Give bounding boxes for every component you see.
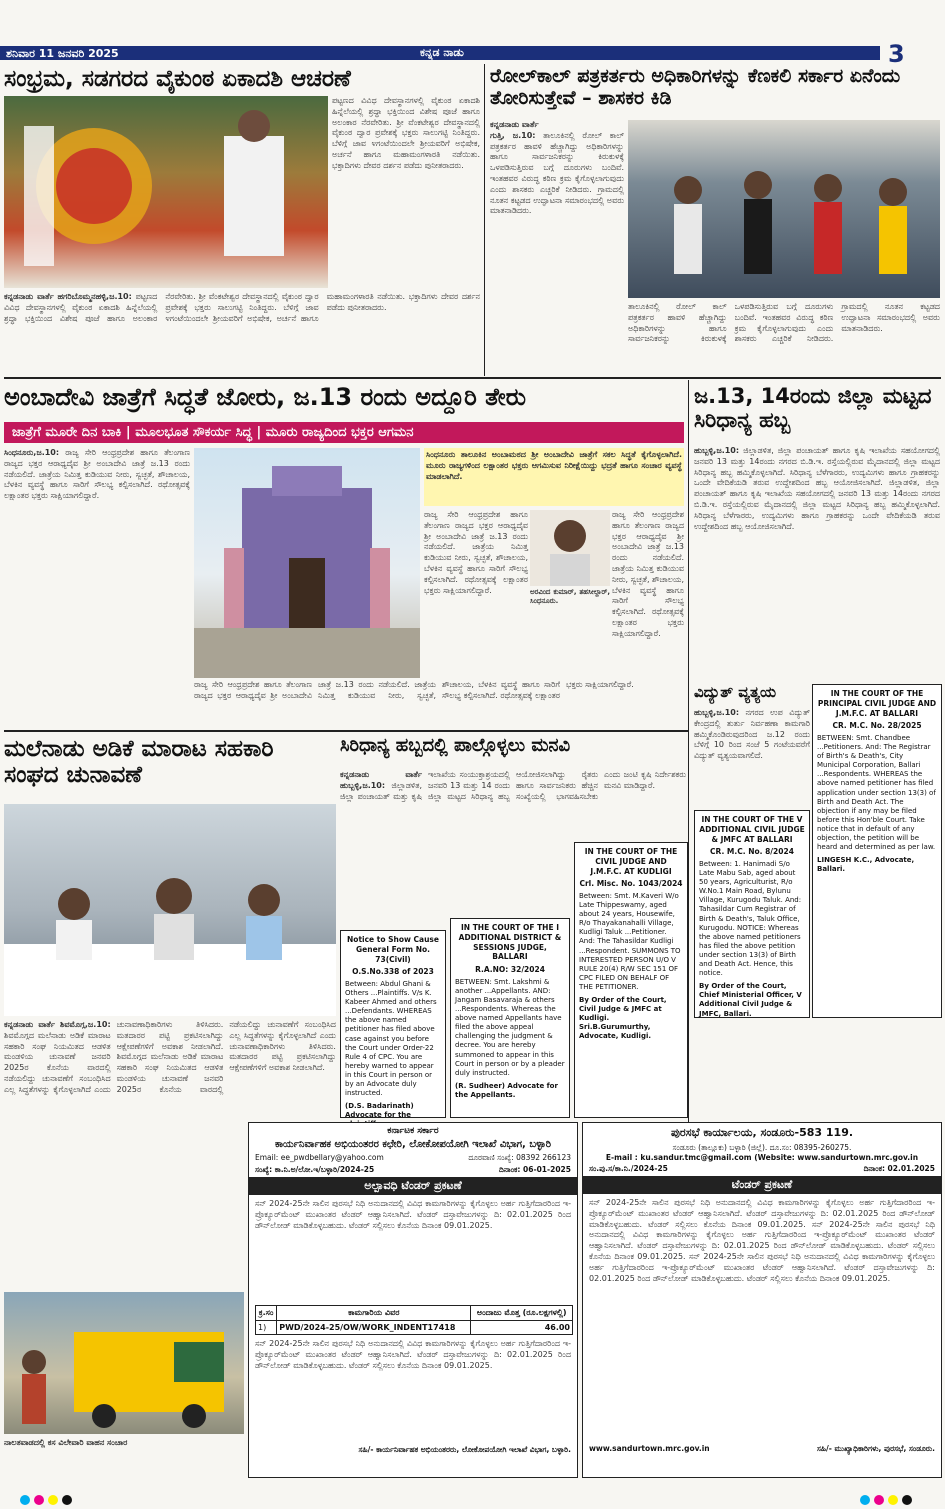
table-cell: PWD/2024-25/OW/WORK_INDENT17418 xyxy=(277,1321,471,1335)
pwd-tender-notice xyxy=(248,1122,578,1478)
vidyut-dateline: ಹುಬ್ಬಳ್ಳಿ,ಜ.10: xyxy=(694,708,740,717)
sandur-ref: ಸಂ.ಪು.ಸ/ಕಾ.ನಿ./2024-25 xyxy=(589,1164,668,1173)
table-header-cell: ಕಾಮಗಾರಿಯ ವಿವರ xyxy=(277,1306,471,1321)
vehicle-photo xyxy=(4,1292,244,1434)
malenadu-body: ಶಿವಮೊಗ್ಗದ ಮಲೆನಾಡು ಅಡಿಕೆ ಮಾರಾಟ ಸಹಕಾರಿ ಸಂಘ ನಿಯಮಿತದ ಆಡಳಿತ ಮಂಡಳಿಯ ಚುನಾವಣೆ ಜನವರಿ 2025ರ ಕೊನೆಯ ವಾರದಲ್ಲಿ ನಡೆಯಲಿದ್ದು ಚುನಾವಣೆಗೆ ಸಂಬಂಧಿಸಿದ ಎಲ್ಲ ಸಿದ್ಧತೆಗಳನ್ನು ಕೈಗೊಳ್ಳಲಾಗಿದೆ ಎಂದು ಚುನಾವಣಾಧಿಕಾರಿಗಳು ತಿಳಿಸಿದರು. ಮತದಾರರ ಪಟ್ಟಿ ಪ್ರಕಟಿಸಲಾಗಿದ್ದು ಆಕ್ಷೇಪಣೆಗಳಿಗೆ ಅವಕಾಶ ನೀಡಲಾಗಿದೆ. xyxy=(4,1020,224,1094)
siridhanya-body-cont: ಜಿಲ್ಲಾಡಳಿತ, ಜಿಲ್ಲಾ ಪಂಚಾಯತ್ ಹಾಗೂ ಕೃಷಿ ಇಲಾಖೆಯ ಸಹಯೋಗದಲ್ಲಿ ಜನವರಿ 13 ಮತ್ತು 14ರಂದು ನಗರದ ಬಿ.ಡಿ.ಇ. ರಸ್ತೆಯಲ್ಲಿರುವ ಮೈದಾನದಲ್ಲಿ ಜಿಲ್ಲಾ ಮಟ್ಟದ ಸಿರಿಧಾನ್ಯ ಹಬ್ಬ ಹಮ್ಮಿಕೊಳ್ಳಲಾಗಿದೆ. ಸಿರಿಧಾನ್ಯ ಬೆಳೆಗಾರರು, ಉದ್ಯಮಿಗಳು ಹಾಗೂ ಗ್ರಾಹಕರನ್ನು ಒಂದೇ ವೇದಿಕೆಯಡಿ ತರುವ ಉದ್ದೇಶದಿಂದ ಹಬ್ಬ ಆಯೋಜಿಸಲಾಗಿದೆ. xyxy=(694,478,940,531)
ambadevi-temple-photo xyxy=(194,448,420,678)
rollcall-headline: ರೋಲ್‌ಕಾಲ್ ಪತ್ರಕರ್ತರು ಅಧಿಕಾರಿಗಳನ್ನು ಕೆಣಕಲಿ ಸರ್ಕಾರ ಏನೆಂದು ತೋರಿಸುತ್ತೇವೆ – ಶಾಸಕರ ಕಿಡಿ xyxy=(490,65,901,109)
vaikunta-body-cont: ಪಟ್ಟಣದ ವಿವಿಧ ದೇವಸ್ಥಾನಗಳಲ್ಲಿ ವೈಕುಂಠ ಏಕಾದಶಿ ಹಿನ್ನೆಲೆಯಲ್ಲಿ ಶ್ರದ್ಧಾ ಭಕ್ತಿಯಿಂದ ವಿಶೇಷ ಪೂಜೆ ಹಾಗೂ ಅಲಂಕಾರ ನೆರವೇರಿತು. ಶ್ರೀ ವೆಂಕಟೇಶ್ವರ ದೇವಸ್ಥಾನದಲ್ಲಿ ವೈಕುಂಠ ದ್ವಾರ ಪ್ರವೇಶಕ್ಕೆ ಭಕ್ತರು ಸಾಲುಗಟ್ಟಿ ನಿಂತಿದ್ದರು. ಬೆಳಿಗ್ಗೆ ಜಾವ ೪ಗಂಟೆಯಿಂದಲೇ ಶ್ರೀಯವರಿಗೆ ಅಭಿಷೇಕ, ಅರ್ಚನೆ ಹಾಗೂ ಮಹಾಮಂಗಳಾರತಿ ನಡೆಯಿತು. ಭಕ್ತಾದಿಗಳು ದೇವರ ದರ್ಶನ ಪಡೆದು ಪುನೀತರಾದರು. xyxy=(4,292,480,323)
siridhanya-body: ಜಿಲ್ಲಾಡಳಿತ, ಜಿಲ್ಲಾ ಪಂಚಾಯತ್ ಹಾಗೂ ಕೃಷಿ ಇಲಾಖೆಯ ಸಹಯೋಗದಲ್ಲಿ ಜನವರಿ 13 ಮತ್ತು 14ರಂದು ನಗರದ ಬಿ.ಡಿ.ಇ. ರಸ್ತೆಯಲ್ಲಿರುವ ಮೈದಾನದಲ್ಲಿ ಜಿಲ್ಲಾ ಮಟ್ಟದ ಸಿರಿಧಾನ್ಯ ಹಬ್ಬ ಹಮ್ಮಿಕೊಳ್ಳಲಾಗಿದೆ. ಸಿರಿಧಾನ್ಯ ಬೆಳೆಗಾರರು, ಉದ್ಯಮಿಗಳು ಹಾಗೂ ಗ್ರಾಹಕರನ್ನು ಒಂದೇ ವೇದಿಕೆಯಡಿ ತರುವ ಉದ್ದೇಶದಿಂದ ಹಬ್ಬ ಆಯೋಜಿಸಲಾಗಿದೆ. xyxy=(694,446,940,488)
pwd-ref-date: ದಿನಾಂಕ: 06-01-2025 xyxy=(499,1165,571,1174)
tahsildar-caption: ಅರವಿಂದ ಕುಮಾರ್, ತಹಸೀಲ್ದಾರ್, ಸಿಂಧನೂರು. xyxy=(530,588,610,606)
vaikunta-headline: ಸಂಭ್ರಮ, ಸಡಗರದ ವೈಕುಂಠ ಏಕಾದಶಿ ಆಚರಣೆ xyxy=(4,66,351,92)
pwd-tender-terms-text: ಸನ್ 2024-25ನೇ ಸಾಲಿನ ಪುರಸಭೆ ನಿಧಿ ಅನುದಾನದಲ್ಲಿ ವಿವಿಧ ಕಾಮಗಾರಿಗಳನ್ನು ಕೈಗೊಳ್ಳಲು ಅರ್ಹ ಗುತ್ತಿಗೆದಾರರಿಂದ ಇ-ಪ್ರೊಕ್ಯೂರ್‌ಮೆಂಟ್ ಮುಖಾಂತರ ಟೆಂಡರ್ ಆಹ್ವಾನಿಸಲಾಗಿದೆ. ಟೆಂಡರ್ ದಸ್ತಾವೇಜುಗಳನ್ನು ದಿ: 02.01.2025 ರಿಂದ ಡೌನ್‌ಲೋಡ್ ಮಾಡಿಕೊಳ್ಳಬಹುದು. ಟೆಂಡರ್ ಸಲ್ಲಿಸಲು ಕೊನೆಯ ದಿನಾಂಕ 09.01.2025. xyxy=(255,1339,571,1370)
legal-notice-show-cause xyxy=(340,930,446,1118)
ambadevi-dateline: ಸಿಂಧನೂರು,ಜ.10: xyxy=(4,448,60,457)
pwd-ref: ಸಂಖ್ಯೆ: ಕಾ.ನಿ.ಅ/ಲೋ.ಇ/ಬಳ್ಳಾರಿ/2024-25 xyxy=(255,1165,375,1174)
ambadevi-banner: ಜಾತ್ರೆಗೆ ಮೂರೇ ದಿನ ಬಾಕಿ | ಮೂಲಭೂತ ಸೌಕರ್ಯ ಸಿದ್ಧ | ಮೂರು ರಾಜ್ಯದಿಂದ ಭಕ್ತರ ಆಗಮನ xyxy=(4,422,684,443)
section-divider xyxy=(4,377,941,379)
sandur-ref-date: ದಿನಾಂಕ: 02.01.2025 xyxy=(863,1164,935,1173)
cyan-dot-icon xyxy=(20,1495,30,1505)
pwd-tender-body-text: ಸನ್ 2024-25ನೇ ಸಾಲಿನ ಪುರಸಭೆ ನಿಧಿ ಅನುದಾನದಲ್ಲಿ ವಿವಿಧ ಕಾಮಗಾರಿಗಳನ್ನು ಕೈಗೊಳ್ಳಲು ಅರ್ಹ ಗುತ್ತಿಗೆದಾರರಿಂದ ಇ-ಪ್ರೊಕ್ಯೂರ್‌ಮೆಂಟ್ ಮುಖಾಂತರ ಟೆಂಡರ್ ಆಹ್ವಾನಿಸಲಾಗಿದೆ. ಟೆಂಡರ್ ದಸ್ತಾವೇಜುಗಳನ್ನು ದಿ: 02.01.2025 ರಿಂದ ಡೌನ್‌ಲೋಡ್ ಮಾಡಿಕೊಳ್ಳಬಹುದು. ಟೆಂಡರ್ ಸಲ್ಲಿಸಲು ಕೊನೆಯ ದಿನಾಂಕ 09.01.2025. xyxy=(255,1199,571,1230)
ambadevi-highlight: ಸಿಂಧನೂರು ತಾಲೂಕಿನ ಅಂಬಾಮಠದ ಶ್ರೀ ಅಂಬಾದೇವಿ ಜಾತ್ರೆಗೆ ಸಕಲ ಸಿದ್ಧತೆ ಕೈಗೊಳ್ಳಲಾಗಿದೆ. ಮೂರು ರಾಜ್ಯಗಳಿಂದ ಲಕ್ಷಾಂತರ ಭಕ್ತರು ಆಗಮಿಸುವ ನಿರೀಕ್ಷೆಯಿದ್ದು ಭದ್ರತೆ ಹಾಗೂ ಸಂಚಾರ ವ್ಯವಸ್ಥೆ ಮಾಡಲಾಗಿದೆ. xyxy=(424,448,684,506)
legal-notice-principal-civil-judge xyxy=(812,684,942,1018)
malenadu-dateline: ಶಿವಮೊಗ್ಗ,ಜ.10: xyxy=(60,1020,111,1029)
legal-notice-kudligi xyxy=(574,842,688,1118)
vidyut-text xyxy=(694,708,810,808)
vehicle-photo-art xyxy=(4,1292,244,1434)
notice-body: BETWEEN: Smt. Chandbee ...Petitioners. And: The Registrar of Birth's & Death's, City Municipal Corporation, Ballari ...Respondents. WHEREAS the above named petitioner has filed application under section 13(3) of Birth and Death Act. The objection if any may be filed before this Hon'ble Court. Take notice that in default of any objection, the petition will be heard and determined as per law. xyxy=(817,734,936,852)
notice-case: O.S.No.338 of 2023 xyxy=(352,967,434,977)
notice-body: Between: Abdul Ghani & Others ...Plaintiffs. V/s K. Kabeer Ahmed and others ...Defendants. WHEREAS the above named petitioner has filed above case against you before the Court under Order-22 Rule 4 of CPC. You are hereby warned to appear in this Court in person or by an Advocate duly instructed. xyxy=(345,980,437,1098)
sandur-footer xyxy=(583,1444,941,1454)
tahsildar-photo xyxy=(530,510,610,586)
pwd-email: Email: ee_pwdbellary@yahoo.com xyxy=(255,1153,384,1162)
pwd-ref-row xyxy=(249,1163,577,1177)
page-number: 3 xyxy=(888,40,905,68)
pwd-footer: ಸಹಿ/- ಕಾರ್ಯನಿರ್ವಾಹಕ ಅಭಿಯಂತರರು, ಲೋಕೋಪಯೋಗಿ ಇಲಾಖೆ ವಿಭಾಗ, ಬಳ್ಳಾರಿ. xyxy=(358,1445,571,1454)
table-header-cell: ಅಂದಾಜು ಮೊತ್ತ (ರೂ.ಲಕ್ಷಗಳಲ್ಲಿ) xyxy=(471,1306,573,1321)
notice-body: Between: 1. Hanimadi S/o Late Mabu Sab, aged about 50 years, Agriculturist, R/o W.No.1 Main Road, Bylunu Village, Kurugodu Taluk. And: Tahasildar Cum Registrar of Birth & Death's, Taluk Office, Kurugodu. NOTICE: Whereas the above named petitioners has filed the above petition under section 13(3) of Birth and Death Act. Hence, this notice. xyxy=(699,860,802,978)
sandur-body-more: ಸನ್ 2024-25ನೇ ಸಾಲಿನ ಪುರಸಭೆ ನಿಧಿ ಅನುದಾನದಲ್ಲಿ ವಿವಿಧ ಕಾಮಗಾರಿಗಳನ್ನು ಕೈಗೊಳ್ಳಲು ಅರ್ಹ ಗುತ್ತಿಗೆದಾರರಿಂದ ಇ-ಪ್ರೊಕ್ಯೂರ್‌ಮೆಂಟ್ ಮುಖಾಂತರ ಟೆಂಡರ್ ಆಹ್ವಾನಿಸಲಾಗಿದೆ. ಟೆಂಡರ್ ದಸ್ತಾವೇಜುಗಳನ್ನು ದಿ: 02.01.2025 ರಿಂದ ಡೌನ್‌ಲೋಡ್ ಮಾಡಿಕೊಳ್ಳಬಹುದು. ಟೆಂಡರ್ ಸಲ್ಲಿಸಲು ಕೊನೆಯ ದಿನಾಂಕ 09.01.2025. xyxy=(589,1251,936,1283)
table-cell: 1) xyxy=(256,1321,277,1335)
print-registration-marks-right xyxy=(860,1490,916,1509)
ambadevi-mid-text xyxy=(424,510,528,678)
pwd-phone: ದೂರವಾಣಿ ಸಂಖ್ಯೆ: 08392 266123 xyxy=(468,1153,571,1162)
ambadevi-left-text xyxy=(4,448,190,644)
notice-case: CR. M.C. No. 8/2024 xyxy=(710,847,794,857)
rollcall-photo-art xyxy=(628,120,940,298)
ambadevi-headline: ಅಂಬಾದೇವಿ ಜಾತ್ರೆಗೆ ಸಿದ್ಧತೆ ಜೋರು, ಜ.13 ರಂದು ಅದ್ದೂರಿ ತೇರು xyxy=(4,383,527,411)
notice-title: IN THE COURT OF THE I ADDITIONAL DISTRICT & SESSIONS JUDGE, BALLARI xyxy=(458,923,562,962)
sandur-ref-row xyxy=(583,1162,941,1176)
table-cell: 46.00 xyxy=(471,1321,573,1335)
table-row xyxy=(256,1321,573,1335)
table-header-cell: ಕ್ರ.ಸಂ xyxy=(256,1306,277,1321)
vehicle-caption: ನಾಲತವಾಡದಲ್ಲಿ ಕಸ ವಿಲೇವಾರಿ ವಾಹನ ಸಂಚಾರ xyxy=(4,1438,128,1447)
magenta-dot-icon xyxy=(34,1495,44,1505)
notice-body: BETWEEN: Smt. Lakshmi & another ...Appellants. AND: Jangam Basavaraja & others ...Respondents. Whereas the above named Appellants have filed the above appeal challenging the judgment & decree. You are hereby summoned to appear in this Court in person or by a pleader duly instructed. xyxy=(455,977,565,1077)
portrait-art xyxy=(530,510,610,586)
palgolli-byline: ಕನ್ನಡನಾಡು ವಾರ್ತೆ xyxy=(340,770,422,779)
notice-title: Notice to Show Cause General Form No. 73(Civil) xyxy=(347,935,439,964)
column-divider xyxy=(484,64,485,376)
malenadu-headline: ಮಲೆನಾಡು ಅಡಿಕೆ ಮಾರಾಟ ಸಹಕಾರಿ ಸಂಘದ ಚುನಾವಣೆ xyxy=(4,736,274,789)
temple-photo-art xyxy=(194,448,420,678)
black-dot-icon xyxy=(902,1495,912,1505)
black-dot-icon xyxy=(62,1495,72,1505)
rollcall-body: ತಾಲೂಕಿನಲ್ಲಿ ರೋಲ್ ಕಾಲ್ ಪತ್ರಕರ್ತರ ಹಾವಳಿ ಹೆಚ್ಚಾಗಿದ್ದು ಅಧಿಕಾರಿಗಳನ್ನು ಹಾಗೂ ಸಾರ್ವಜನಿಕರನ್ನು ಕಿರುಕುಳಕ್ಕೆ ಒಳಪಡಿಸುತ್ತಿರುವ ಬಗ್ಗೆ ದೂರುಗಳು ಬಂದಿವೆ. ಇಂತಹವರ ವಿರುದ್ಧ ಕಠಿಣ ಕ್ರಮ ಕೈಗೊಳ್ಳಲಾಗುವುದು ಎಂದು ಶಾಸಕರು ಎಚ್ಚರಿಕೆ ನೀಡಿದರು. ಗ್ರಾಮದಲ್ಲಿ ನೂತನ ಕಟ್ಟಡದ ಉದ್ಘಾಟನಾ ಸಮಾರಂಭದಲ್ಲಿ ಅವರು ಮಾತನಾಡಿದರು. xyxy=(490,130,624,216)
palgolli-headline: ಸಿರಿಧಾನ್ಯ ಹಬ್ಬದಲ್ಲಿ ಪಾಲ್ಗೊಳ್ಳಲು ಮನವಿ xyxy=(340,735,571,756)
sandur-body-cont: ಸನ್ 2024-25ನೇ ಸಾಲಿನ ಪುರಸಭೆ ನಿಧಿ ಅನುದಾನದಲ್ಲಿ ವಿವಿಧ ಕಾಮಗಾರಿಗಳನ್ನು ಕೈಗೊಳ್ಳಲು ಅರ್ಹ ಗುತ್ತಿಗೆದಾರರಿಂದ ಇ-ಪ್ರೊಕ್ಯೂರ್‌ಮೆಂಟ್ ಮುಖಾಂತರ ಟೆಂಡರ್ ಆಹ್ವಾನಿಸಲಾಗಿದೆ. ಟೆಂಡರ್ ದಸ್ತಾವೇಜುಗಳನ್ನು ದಿ: 02.01.2025 ರಿಂದ ಡೌನ್‌ಲೋಡ್ ಮಾಡಿಕೊಳ್ಳಬಹುದು. ಟೆಂಡರ್ ಸಲ್ಲಿಸಲು ಕೊನೆಯ ದಿನಾಂಕ 09.01.2025. xyxy=(589,1219,935,1261)
vaikunta-body: ಪಟ್ಟಣದ ವಿವಿಧ ದೇವಸ್ಥಾನಗಳಲ್ಲಿ ವೈಕುಂಠ ಏಕಾದಶಿ ಹಿನ್ನೆಲೆಯಲ್ಲಿ ಶ್ರದ್ಧಾ ಭಕ್ತಿಯಿಂದ ವಿಶೇಷ ಪೂಜೆ ಹಾಗೂ ಅಲಂಕಾರ ನೆರವೇರಿತು. ಶ್ರೀ ವೆಂಕಟೇಶ್ವರ ದೇವಸ್ಥಾನದಲ್ಲಿ ವೈಕುಂಠ ದ್ವಾರ ಪ್ರವೇಶಕ್ಕೆ ಭಕ್ತರು ಸಾಲುಗಟ್ಟಿ ನಿಂತಿದ್ದರು. ಬೆಳಿಗ್ಗೆ ಜಾವ ೪ಗಂಟೆಯಿಂದಲೇ ಶ್ರೀಯವರಿಗೆ ಅಭಿಷೇಕ, ಅರ್ಚನೆ ಹಾಗೂ ಮಹಾಮಂಗಳಾರತಿ ನಡೆಯಿತು. ಭಕ್ತಾದಿಗಳು ದೇವರ ದರ್ಶನ ಪಡೆದು ಪುನೀತರಾದರು. xyxy=(332,96,480,170)
ambadevi-body-cont: ರಾಜ್ಯ ಸೇರಿ ಆಂಧ್ರಪ್ರದೇಶ ಹಾಗೂ ತೆಲಂಗಾಣ ರಾಜ್ಯದ ಭಕ್ತರ ಆರಾಧ್ಯದೈವ ಶ್ರೀ ಅಂಬಾದೇವಿ ಜಾತ್ರೆ ಜ.13 ರಂದು ನಡೆಯಲಿದೆ. ಜಾತ್ರೆಯ ನಿಮಿತ್ತ ಕುಡಿಯುವ ನೀರು, ಸ್ವಚ್ಛತೆ, ಶೌಚಾಲಯ, ಬೆಳಕಿನ ವ್ಯವಸ್ಥೆ ಹಾಗೂ ಸಾರಿಗೆ ಸೌಲಭ್ಯ ಕಲ್ಪಿಸಲಾಗಿದೆ. ರಥೋತ್ಸವಕ್ಕೆ ಲಕ್ಷಾಂತರ ಭಕ್ತರು ಸಾಕ್ಷಿಯಾಗಲಿದ್ದಾರೆ. xyxy=(424,510,528,595)
pwd-band: ಅಲ್ಪಾವಧಿ ಟೆಂಡರ್ ಪ್ರಕಟಣೆ xyxy=(249,1177,577,1195)
notice-title: IN THE COURT OF THE V ADDITIONAL CIVIL JUDGE & JMFC AT BALLARI xyxy=(699,815,805,844)
ambadevi-bottom-text xyxy=(194,680,684,726)
pwd-work-table xyxy=(255,1305,573,1335)
vaikunta-columns xyxy=(4,292,480,374)
pwd-gov: ಕರ್ನಾಟಕ ಸರ್ಕಾರ xyxy=(249,1123,577,1139)
ambadevi-body: ರಾಜ್ಯ ಸೇರಿ ಆಂಧ್ರಪ್ರದೇಶ ಹಾಗೂ ತೆಲಂಗಾಣ ರಾಜ್ಯದ ಭಕ್ತರ ಆರಾಧ್ಯದೈವ ಶ್ರೀ ಅಂಬಾದೇವಿ ಜಾತ್ರೆ ಜ.13 ರಂದು ನಡೆಯಲಿದೆ. ಜಾತ್ರೆಯ ನಿಮಿತ್ತ ಕುಡಿಯುವ ನೀರು, ಸ್ವಚ್ಛತೆ, ಶೌಚಾಲಯ, ಬೆಳಕಿನ ವ್ಯವಸ್ಥೆ ಹಾಗೂ ಸಾರಿಗೆ ಸೌಲಭ್ಯ ಕಲ್ಪಿಸಲಾಗಿದೆ. ರಥೋತ್ಸವಕ್ಕೆ ಲಕ್ಷಾಂತರ ಭಕ್ತರು ಸಾಕ್ಷಿಯಾಗಲಿದ್ದಾರೆ. xyxy=(4,448,190,501)
notice-sign: By Order of the Court, Chief Ministerial Officer, V Additional Civil Judge & JMFC, Ballari. xyxy=(699,982,802,1018)
table-header-row xyxy=(256,1306,573,1321)
notice-body: Between: Smt. M.Kaveri W/o Late Thippeswamy, aged about 24 years, Housewife, R/o Thayakanahalli Village, Kudligi Taluk ...Petitioner. And: The Tahasildar Kudligi ...Respondent. SUMMONS TO INTERESTED PERSON U/O V RULE 20(4) R/W SEC 151 OF CPC FILED ON BEHALF OF THE PETITIONER. xyxy=(579,892,681,991)
vaikunta-photo-art xyxy=(4,96,328,288)
masthead xyxy=(0,0,945,68)
malenadu-press-photo xyxy=(4,804,336,1016)
notice-sign: (D.S. Badarinath) Advocate for the xyxy=(345,1102,414,1120)
masthead-date: ಶನಿವಾರ 11 ಜನವರಿ 2025 xyxy=(6,47,119,60)
ambadevi-body-bottom: ರಾಜ್ಯ ಸೇರಿ ಆಂಧ್ರಪ್ರದೇಶ ಹಾಗೂ ತೆಲಂಗಾಣ ರಾಜ್ಯದ ಭಕ್ತರ ಆರಾಧ್ಯದೈವ ಶ್ರೀ ಅಂಬಾದೇವಿ ಜಾತ್ರೆ ಜ.13 ರಂದು ನಡೆಯಲಿದೆ. ಜಾತ್ರೆಯ ನಿಮಿತ್ತ ಕುಡಿಯುವ ನೀರು, ಸ್ವಚ್ಛತೆ, ಶೌಚಾಲಯ, ಬೆಳಕಿನ ವ್ಯವಸ್ಥೆ ಹಾಗೂ ಸಾರಿಗೆ ಸೌಲಭ್ಯ ಕಲ್ಪಿಸಲಾಗಿದೆ. ರಥೋತ್ಸವಕ್ಕೆ ಲಕ್ಷಾಂತರ ಭಕ್ತರು ಸಾಕ್ಷಿಯಾಗಲಿದ್ದಾರೆ. xyxy=(194,680,634,700)
notice-case: R.A.NO: 32/2024 xyxy=(475,965,545,974)
notice-sign: (R. Sudheer) Advocate for the Appellants. xyxy=(455,1081,558,1099)
notice-title: IN THE COURT OF THE PRINCIPAL CIVIL JUDGE AND J.M.F.C. AT BALLARI xyxy=(817,689,937,718)
palgolli-dateline: ಹುಬ್ಬಳ್ಳಿ,ಜ.10: xyxy=(340,780,386,790)
pwd-contact xyxy=(249,1153,577,1163)
palgolli-body: ಜಿಲ್ಲಾಡಳಿತ, ಜಿಲ್ಲಾ ಪಂಚಾಯತ್ ಮತ್ತು ಕೃಷಿ ಇಲಾಖೆಯ ಸಂಯುಕ್ತಾಶ್ರಯದಲ್ಲಿ ಜನವರಿ 13 ಮತ್ತು 14 ರಂದು ಜಿಲ್ಲಾ ಮಟ್ಟದ ಸಿರಿಧಾನ್ಯ ಹಬ್ಬ ಆಯೋಜಿಸಲಾಗಿದ್ದು ರೈತರು ಹಾಗೂ ಸಾರ್ವಜನಿಕರು ಹೆಚ್ಚಿನ ಸಂಖ್ಯೆಯಲ್ಲಿ ಭಾಗವಹಿಸಬೇಕು ಎಂದು ಜಂಟಿ ಕೃಷಿ ನಿರ್ದೇಶಕರು ಮನವಿ ಮಾಡಿದ್ದಾರೆ. xyxy=(340,770,686,801)
vaikunta-photo xyxy=(4,96,328,288)
sandur-sub: ಸಂಡೂರು (ತಾಲ್ಲೂಕು) ಬಳ್ಳಾರಿ (ಜಿಲ್ಲೆ). ದೂ.ಸಂ: 08395-260275. xyxy=(672,1143,852,1152)
vidyut-body: ನಗರದ ಉಪ ವಿದ್ಯುತ್ ಕೇಂದ್ರದಲ್ಲಿ ತುರ್ತು ನಿರ್ವಹಣಾ ಕಾಮಗಾರಿ ಹಮ್ಮಿಕೊಂಡಿರುವುದರಿಂದ ಜ.12 ರಂದು ಬೆಳಿಗ್ಗೆ 10 ರಿಂದ ಸಂಜೆ 5 ಗಂಟೆಯವರೆಗೆ ವಿದ್ಯುತ್ ವ್ಯತ್ಯಯವಾಗಲಿದೆ. xyxy=(694,708,810,761)
magenta-dot-icon xyxy=(874,1495,884,1505)
notice-title: IN THE COURT OF THE CIVIL JUDGE AND J.M.F.C. AT KUDLIGI xyxy=(584,847,678,876)
press-meet-art xyxy=(4,804,336,1016)
sandur-email: E-mail : ku.sandur.tmc@gmail.com (Website: www.sandurtown.mrc.gov.in xyxy=(605,1153,919,1162)
rollcall-photo xyxy=(628,120,940,298)
cyan-dot-icon xyxy=(860,1495,870,1505)
pwd-office: ಕಾರ್ಯನಿರ್ವಾಹಕ ಅಭಿಯಂತರರ ಕಛೇರಿ, ಲೋಕೋಪಯೋಗಿ ಇಲಾಖೆ ವಿಭಾಗ, ಬಳ್ಳಾರಿ xyxy=(249,1139,577,1153)
vaikunta-byline: ಕನ್ನಡನಾಡು ವಾರ್ತೆ xyxy=(4,292,54,301)
siridhanya-text xyxy=(694,446,940,678)
vidyut-headline: ವಿದ್ಯುತ್ ವ್ಯತ್ಯಯ xyxy=(694,683,777,701)
yellow-dot-icon xyxy=(48,1495,58,1505)
siridhanya-dateline: ಹುಬ್ಬಳ್ಳಿ,ಜ.10: xyxy=(694,446,740,455)
notice-case: Crl. Misc. No. 1043/2024 xyxy=(579,879,683,889)
notice-case: CR. M.C. No. 28/2025 xyxy=(832,721,922,731)
sandur-office: ಪುರಸಭೆ ಕಾರ್ಯಾಲಯ, ಸಂಡೂರು-583 119. xyxy=(583,1123,941,1143)
ambadevi-body-right: ರಾಜ್ಯ ಸೇರಿ ಆಂಧ್ರಪ್ರದೇಶ ಹಾಗೂ ತೆಲಂಗಾಣ ರಾಜ್ಯದ ಭಕ್ತರ ಆರಾಧ್ಯದೈವ ಶ್ರೀ ಅಂಬಾದೇವಿ ಜಾತ್ರೆ ಜ.13 ರಂದು ನಡೆಯಲಿದೆ. ಜಾತ್ರೆಯ ನಿಮಿತ್ತ ಕುಡಿಯುವ ನೀರು, ಸ್ವಚ್ಛತೆ, ಶೌಚಾಲಯ, ಬೆಳಕಿನ ವ್ಯವಸ್ಥೆ ಹಾಗೂ ಸಾರಿಗೆ ಸೌಲಭ್ಯ ಕಲ್ಪಿಸಲಾಗಿದೆ. ರಥೋತ್ಸವಕ್ಕೆ ಲಕ್ಷಾಂತರ ಭಕ್ತರು ಸಾಕ್ಷಿಯಾಗಲಿದ್ದಾರೆ. xyxy=(612,510,684,638)
siridhanya-headline: ಜ.13, 14ರಂದು ಜಿಲ್ಲಾ ಮಟ್ಟದ ಸಿರಿಧಾನ್ಯ ಹಬ್ಬ xyxy=(694,384,932,433)
notice-sign: LINGESH K.C., Advocate, Ballari. xyxy=(817,856,915,874)
sandur-website: www.sandurtown.mrc.gov.in xyxy=(589,1444,710,1453)
masthead-brand: ಕನ್ನಡ ನಾಡು xyxy=(420,46,464,59)
sandur-tender-notice xyxy=(582,1122,942,1478)
ambadevi-right-text xyxy=(612,510,684,678)
legal-notice-v-additional-judge xyxy=(694,810,810,1018)
sandur-band: ಟೆಂಡರ್ ಪ್ರಕಟಣೆ xyxy=(583,1176,941,1194)
sandur-tender-body xyxy=(583,1194,941,1444)
vaikunta-sidebar-text xyxy=(332,96,480,288)
malenadu-body-cont: ಶಿವಮೊಗ್ಗದ ಮಲೆನಾಡು ಅಡಿಕೆ ಮಾರಾಟ ಸಹಕಾರಿ ಸಂಘ ನಿಯಮಿತದ ಆಡಳಿತ ಮಂಡಳಿಯ ಚುನಾವಣೆ ಜನವರಿ 2025ರ ಕೊನೆಯ ವಾರದಲ್ಲಿ ನಡೆಯಲಿದ್ದು ಚುನಾವಣೆಗೆ ಸಂಬಂಧಿಸಿದ ಎಲ್ಲ ಸಿದ್ಧತೆಗಳನ್ನು ಕೈಗೊಳ್ಳಲಾಗಿದೆ ಎಂದು ಚುನಾವಣಾಧಿಕಾರಿಗಳು ತಿಳಿಸಿದರು. ಮತದಾರರ ಪಟ್ಟಿ ಪ್ರಕಟಿಸಲಾಗಿದ್ದು ಆಕ್ಷೇಪಣೆಗಳಿಗೆ ಅವಕಾಶ ನೀಡಲಾಗಿದೆ. xyxy=(116,1020,336,1094)
sandur-body: ಸನ್ 2024-25ನೇ ಸಾಲಿನ ಪುರಸಭೆ ನಿಧಿ ಅನುದಾನದಲ್ಲಿ ವಿವಿಧ ಕಾಮಗಾರಿಗಳನ್ನು ಕೈಗೊಳ್ಳಲು ಅರ್ಹ ಗುತ್ತಿಗೆದಾರರಿಂದ ಇ-ಪ್ರೊಕ್ಯೂರ್‌ಮೆಂಟ್ ಮುಖಾಂತರ ಟೆಂಡರ್ ಆಹ್ವಾನಿಸಲಾಗಿದೆ. ಟೆಂಡರ್ ದಸ್ತಾವೇಜುಗಳನ್ನು ದಿ: 02.01.2025 ರಿಂದ ಡೌನ್‌ಲೋಡ್ ಮಾಡಿಕೊಳ್ಳಬಹುದು. ಟೆಂಡರ್ ಸಲ್ಲಿಸಲು ಕೊನೆಯ ದಿನಾಂಕ 09.01.2025. xyxy=(589,1198,935,1229)
notice-sign: By Order of the Court, Civil Judge & JMFC at Kudligi. Sri.B.Gurumurthy, Advocate, Kudligi. xyxy=(579,996,667,1041)
pwd-tender-body xyxy=(249,1195,577,1305)
legal-notice-district-sessions xyxy=(450,918,570,1118)
vaikunta-dateline: ಹಗರಿಬೊಮ್ಮನಹಳ್ಳಿ,ಜ.10: xyxy=(57,292,132,301)
section-divider-2 xyxy=(4,730,688,732)
rollcall-text xyxy=(490,120,624,374)
rollcall-dateline: ಗುತ್ತಿ, ಜ.10: xyxy=(490,130,536,140)
rollcall-byline: ಕನ್ನಡನಾಡು ವಾರ್ತೆ xyxy=(490,120,539,129)
rollcall-columns xyxy=(628,302,940,374)
rollcall-body-cont: ತಾಲೂಕಿನಲ್ಲಿ ರೋಲ್ ಕಾಲ್ ಪತ್ರಕರ್ತರ ಹಾವಳಿ ಹೆಚ್ಚಾಗಿದ್ದು ಅಧಿಕಾರಿಗಳನ್ನು ಹಾಗೂ ಸಾರ್ವಜನಿಕರನ್ನು ಕಿರುಕುಳಕ್ಕೆ ಒಳಪಡಿಸುತ್ತಿರುವ ಬಗ್ಗೆ ದೂರುಗಳು ಬಂದಿವೆ. ಇಂತಹವರ ವಿರುದ್ಧ ಕಠಿಣ ಕ್ರಮ ಕೈಗೊಳ್ಳಲಾಗುವುದು ಎಂದು ಶಾಸಕರು ಎಚ್ಚರಿಕೆ ನೀಡಿದರು. ಗ್ರಾಮದಲ್ಲಿ ನೂತನ ಕಟ್ಟಡದ ಉದ್ಘಾಟನಾ ಸಮಾರಂಭದಲ್ಲಿ ಅವರು ಮಾತನಾಡಿದರು. xyxy=(628,302,940,344)
malenadu-byline: ಕನ್ನಡನಾಡು ವಾರ್ತೆ xyxy=(4,1020,56,1029)
sandur-sign: ಸಹಿ/- ಮುಖ್ಯಾಧಿಕಾರಿಗಳು, ಪುರಸಭೆ, ಸಂಡೂರು. xyxy=(816,1444,935,1453)
yellow-dot-icon xyxy=(888,1495,898,1505)
print-registration-marks xyxy=(20,1490,76,1509)
pwd-tender-terms xyxy=(249,1335,577,1445)
palgolli-text xyxy=(340,770,686,840)
